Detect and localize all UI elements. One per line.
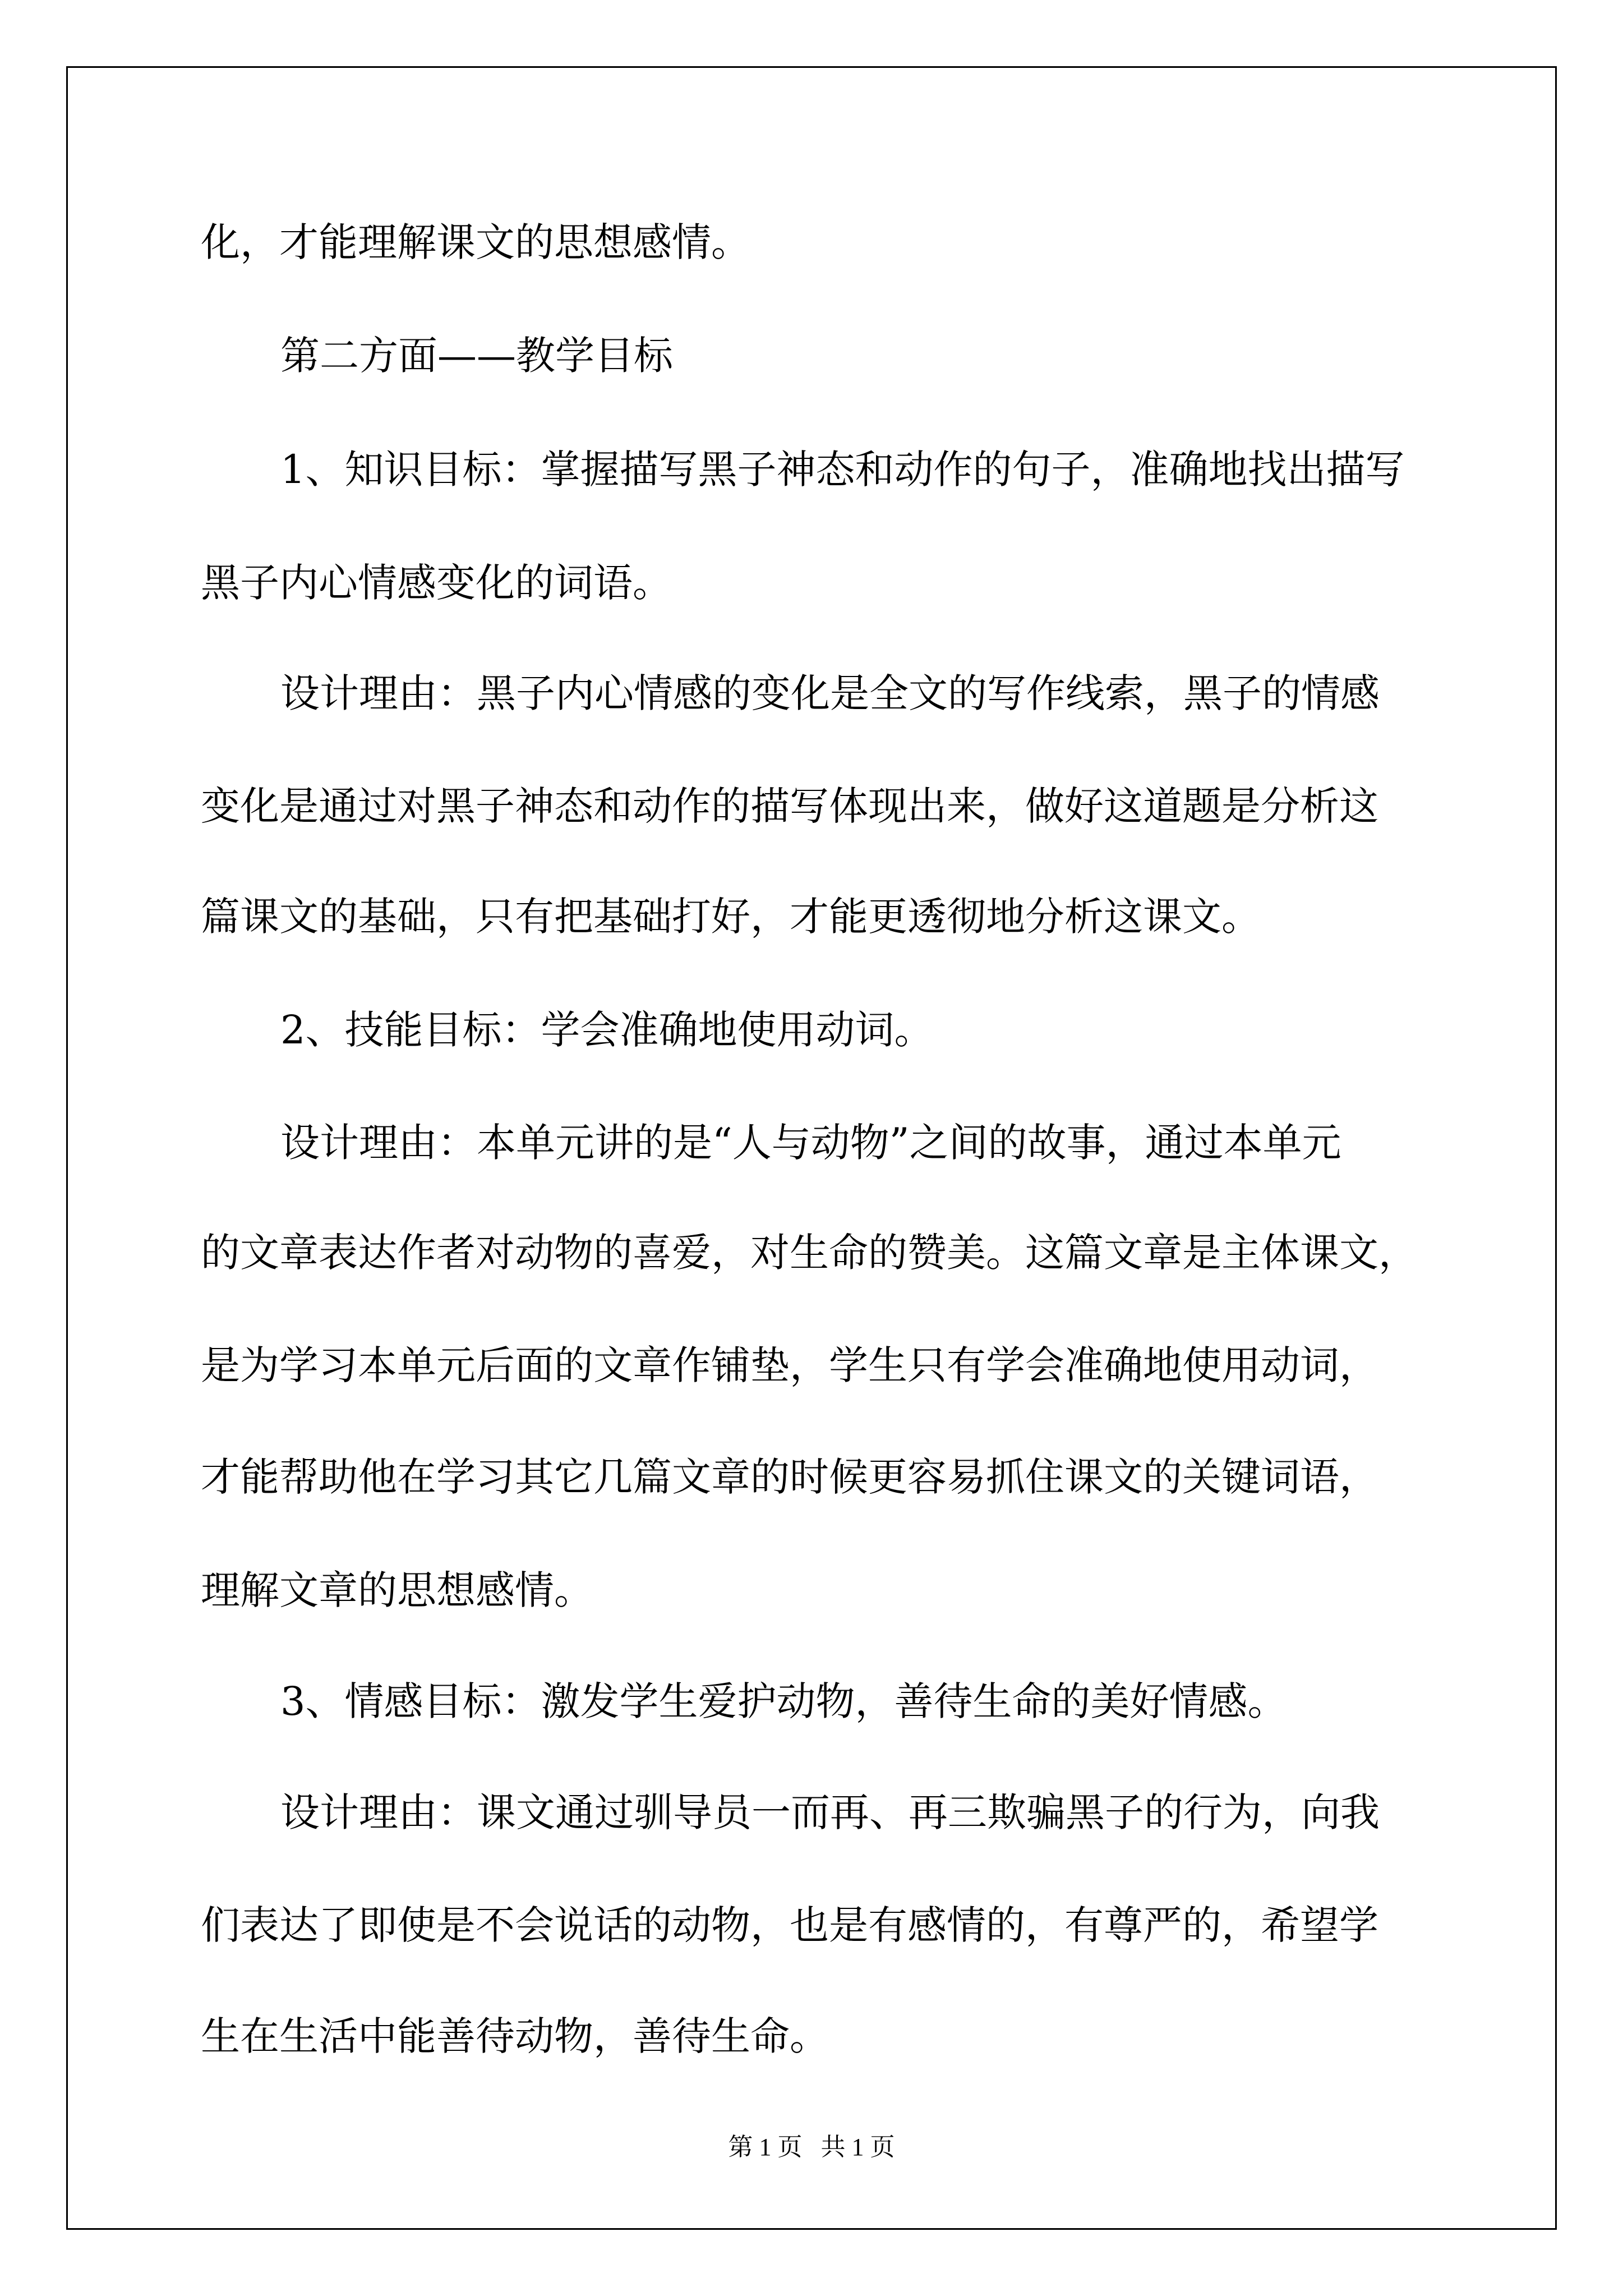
text-line-8: 2、技能目标：学会准确地使用动词。 (280, 1007, 934, 1053)
text-line-4: 黑子内心情感变化的词语。 (201, 560, 672, 606)
text-line-17: 生在生活中能善待动物，善待生命。 (201, 2013, 829, 2059)
text-line-14: 3、情感目标：激发学生爱护动物，善待生命的美好情感。 (280, 1678, 1287, 1724)
text-line-7: 篇课文的基础，只有把基础打好，才能更透彻地分析这课文。 (201, 894, 1261, 940)
text-line-16: 们表达了即使是不会说话的动物，也是有感情的，有尊严的，希望学 (201, 1902, 1378, 1948)
page-number-footer: 第 1 页 共 1 页 (728, 2133, 895, 2161)
text-line-6: 变化是通过对黑子神态和动作的描写体现出来，做好这道题是分析这 (201, 783, 1378, 829)
text-line-11: 是为学习本单元后面的文章作铺垫，学生只有学会准确地使用动词， (201, 1342, 1378, 1388)
text-line-12: 才能帮助他在学习其它几篇文章的时候更容易抓住课文的关键词语， (201, 1454, 1378, 1500)
section-heading: 第二方面——教学目标 (280, 333, 673, 379)
text-line-15: 设计理由：课文通过驯导员一而再、再三欺骗黑子的行为，向我 (280, 1789, 1380, 1835)
text-line-5: 设计理由：黑子内心情感的变化是全文的写作线索，黑子的情感 (280, 670, 1380, 716)
text-line-1: 化，才能理解课文的思想感情。 (201, 219, 750, 265)
text-line-9: 设计理由：本单元讲的是“人与动物”之间的故事，通过本单元 (280, 1120, 1341, 1166)
text-line-3: 1、知识目标：掌握描写黑子神态和动作的句子，准确地找出描写 (280, 447, 1405, 493)
text-line-10: 的文章表达作者对动物的喜爱，对生命的赞美。这篇文章是主体课文， (201, 1230, 1418, 1276)
text-line-13: 理解文章的思想感情。 (201, 1567, 593, 1613)
